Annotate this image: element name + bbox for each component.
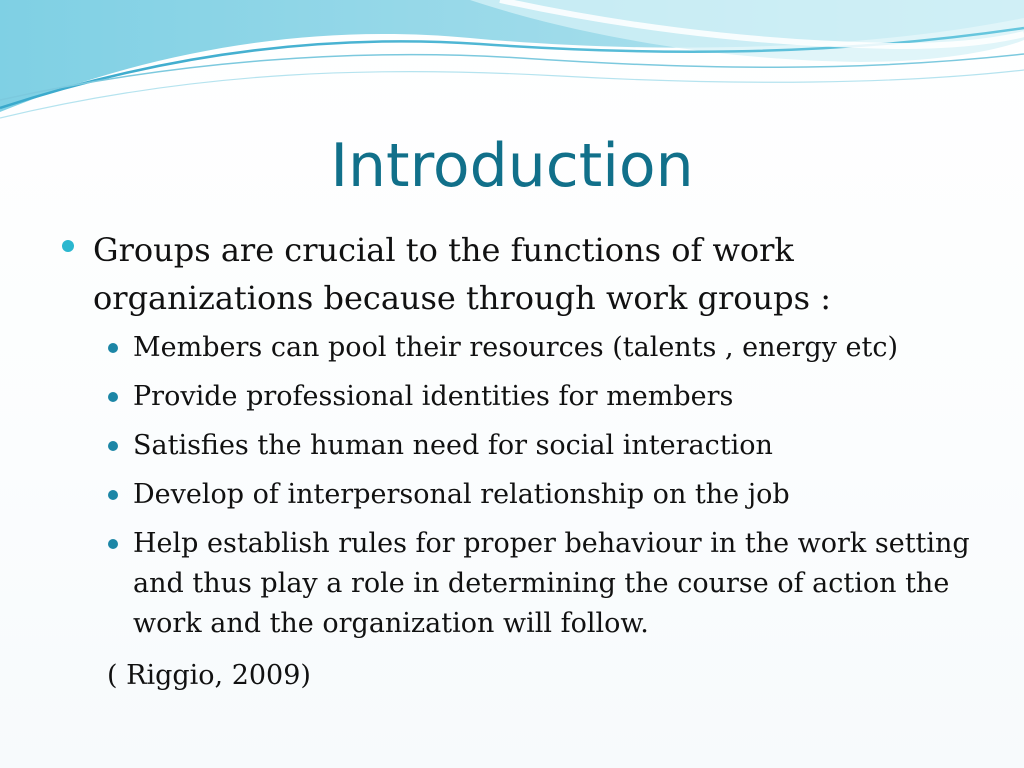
sub-bullet-item: [106, 426, 986, 466]
sub-bullet-text: Help establish rules for proper behaviour in the work setting and thus play a role in determining the course of action the work and the organization will follow.: [133, 528, 970, 639]
sub-bullet-item: [106, 524, 986, 644]
sub-bullet-item: [106, 328, 986, 368]
sub-bullet-item: [106, 475, 986, 515]
small-circle-bullet-icon: [108, 343, 118, 353]
wave-line-faint: [0, 70, 1024, 118]
small-circle-bullet-icon: [108, 539, 118, 549]
sub-bullet-list: [106, 328, 986, 653]
sub-bullet-item: [106, 377, 986, 417]
sub-bullet-text: Satisfies the human need for social interaction: [133, 430, 773, 461]
decorative-wave-header: [0, 0, 1024, 130]
small-circle-bullet-icon: [108, 392, 118, 402]
filled-circle-bullet-icon: [62, 240, 74, 252]
sub-bullet-text: Develop of interpersonal relationship on the job: [133, 479, 790, 510]
main-bullet-item: [62, 226, 952, 322]
slide-title: Introduction: [330, 131, 694, 201]
sub-bullet-text: Provide professional identities for members: [133, 381, 734, 412]
sub-bullet-text: Members can pool their resources (talents , energy etc): [133, 332, 899, 363]
small-circle-bullet-icon: [108, 490, 118, 500]
small-circle-bullet-icon: [108, 441, 118, 451]
main-bullet-text: Groups are crucial to the functions of work organizations because through work groups :: [93, 231, 831, 317]
citation: ( Riggio, 2009): [107, 660, 311, 691]
